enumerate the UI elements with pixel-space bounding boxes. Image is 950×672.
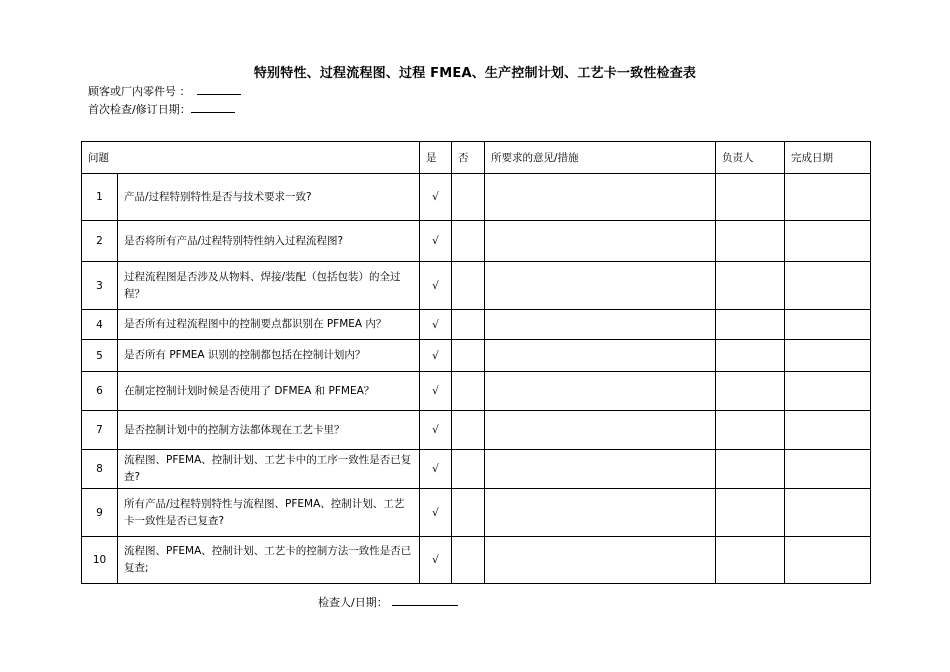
row-question: 所有产品/过程特别特性与流程图、PFEMA、控制计划、工艺卡一致性是否已复查? [118,489,420,537]
header-opinion: 所要求的意见/措施 [485,142,716,174]
row-owner-cell [716,411,785,450]
checklist-body [82,174,871,584]
table-row [82,310,871,340]
inspector-field [318,594,458,610]
part-number-label: 顾客或厂内零件号 ： [88,85,191,98]
header-row [82,142,871,174]
row-no-cell [452,174,485,221]
row-yes-mark: √ [420,537,452,584]
row-no-cell [452,372,485,411]
revision-date-blank [191,102,235,113]
row-yes-mark: √ [420,489,452,537]
table-row [82,262,871,310]
row-yes-mark: √ [420,310,452,340]
row-done-date-cell [785,221,871,262]
table-row [82,340,871,372]
row-opinion-cell [485,310,716,340]
row-opinion-cell [485,174,716,221]
row-owner-cell [716,221,785,262]
table-row [82,489,871,537]
revision-date-label: 首次检查/修订日期： [88,103,191,116]
row-yes-mark: √ [420,411,452,450]
row-no-cell [452,340,485,372]
row-yes-mark: √ [420,262,452,310]
row-done-date-cell [785,411,871,450]
row-done-date-cell [785,450,871,489]
row-yes-mark: √ [420,372,452,411]
row-owner-cell [716,537,785,584]
row-owner-cell [716,450,785,489]
row-no-cell [452,537,485,584]
row-done-date-cell [785,174,871,221]
row-owner-cell [716,310,785,340]
row-done-date-cell [785,262,871,310]
row-no-cell [452,489,485,537]
row-number: 7 [82,411,118,450]
inspector-label: 检查人/日期： [318,596,388,609]
row-number: 3 [82,262,118,310]
row-question: 产品/过程特别特性是否与技术要求一致? [118,174,420,221]
row-yes-mark: √ [420,174,452,221]
row-question: 是否控制计划中的控制方法都体现在工艺卡里？ [118,411,420,450]
row-no-cell [452,310,485,340]
header-yes: 是 [420,142,452,174]
row-owner-cell [716,489,785,537]
row-opinion-cell [485,221,716,262]
table-row [82,537,871,584]
row-done-date-cell [785,537,871,584]
revision-date-field [88,101,235,117]
row-number: 10 [82,537,118,584]
row-owner-cell [716,340,785,372]
row-number: 2 [82,221,118,262]
row-opinion-cell [485,450,716,489]
header-no: 否 [452,142,485,174]
row-no-cell [452,450,485,489]
row-opinion-cell [485,372,716,411]
row-question: 过程流程图是否涉及从物料、焊接/装配（包括包装）的全过程？ [118,262,420,310]
part-number-field [88,83,241,99]
checklist-table [81,141,871,584]
row-opinion-cell [485,537,716,584]
row-yes-mark: √ [420,450,452,489]
row-owner-cell [716,372,785,411]
row-opinion-cell [485,489,716,537]
part-number-blank [197,84,241,95]
row-question: 流程图、PFEMA、控制计划、工艺卡的控制方法一致性是否已复查; [118,537,420,584]
table-row [82,174,871,221]
row-number: 6 [82,372,118,411]
row-yes-mark: √ [420,340,452,372]
row-question: 是否所有 PFMEA 识别的控制都包括在控制计划内？ [118,340,420,372]
table-row [82,372,871,411]
row-owner-cell [716,174,785,221]
table-row [82,221,871,262]
table-row [82,450,871,489]
row-opinion-cell [485,262,716,310]
table-row [82,411,871,450]
row-done-date-cell [785,340,871,372]
row-question: 是否所有过程流程图中的控制要点都识别在 PFMEA 内？ [118,310,420,340]
row-yes-mark: √ [420,221,452,262]
row-number: 4 [82,310,118,340]
row-number: 1 [82,174,118,221]
row-number: 5 [82,340,118,372]
row-no-cell [452,262,485,310]
row-opinion-cell [485,340,716,372]
header-question: 问题 [82,142,420,174]
row-owner-cell [716,262,785,310]
row-opinion-cell [485,411,716,450]
page-title: 特别特性、过程流程图、过程 FMEA、生产控制计划、工艺卡一致性检查表 [253,66,697,81]
inspector-blank [392,595,458,606]
row-done-date-cell [785,310,871,340]
row-number: 8 [82,450,118,489]
row-done-date-cell [785,489,871,537]
row-question: 流程图、PFEMA、控制计划、工艺卡中的工序一致性是否已复查? [118,450,420,489]
header-owner: 负责人 [716,142,785,174]
row-question: 是否将所有产品/过程特别特性纳入过程流程图? [118,221,420,262]
row-done-date-cell [785,372,871,411]
row-question: 在制定控制计划时候是否使用了 DFMEA 和 PFMEA？ [118,372,420,411]
header-done-date: 完成日期 [785,142,871,174]
row-no-cell [452,221,485,262]
row-no-cell [452,411,485,450]
row-number: 9 [82,489,118,537]
